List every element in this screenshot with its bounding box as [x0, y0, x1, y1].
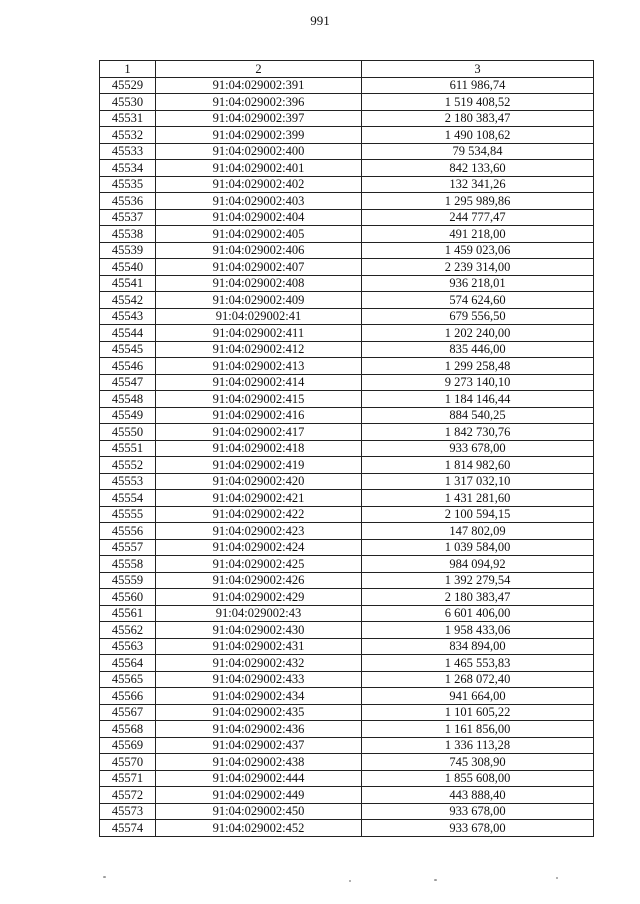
value-cell: 936 218,01: [362, 275, 594, 292]
row-number-cell: 45542: [100, 292, 156, 309]
scan-speck: [349, 880, 351, 882]
table-row: [100, 605, 594, 622]
value-cell: 835 446,00: [362, 341, 594, 358]
row-number-cell: 45569: [100, 737, 156, 754]
table-row: [100, 209, 594, 226]
row-number-cell: 45532: [100, 127, 156, 144]
table-row: [100, 358, 594, 375]
value-cell: 1 431 281,60: [362, 490, 594, 507]
cadastral-number-cell: 91:04:029002:420: [156, 473, 362, 490]
row-number-cell: 45531: [100, 110, 156, 127]
cadastral-number-cell: 91:04:029002:418: [156, 440, 362, 457]
table-row: [100, 770, 594, 787]
value-cell: 147 802,09: [362, 523, 594, 540]
cadastral-number-cell: 91:04:029002:396: [156, 94, 362, 111]
row-number-cell: 45538: [100, 226, 156, 243]
value-cell: 933 678,00: [362, 820, 594, 837]
cadastral-number-cell: 91:04:029002:416: [156, 407, 362, 424]
row-number-cell: 45562: [100, 622, 156, 639]
row-number-cell: 45571: [100, 770, 156, 787]
table-row: [100, 143, 594, 160]
cadastral-number-cell: 91:04:029002:401: [156, 160, 362, 177]
row-number-cell: 45560: [100, 589, 156, 606]
row-number-cell: 45539: [100, 242, 156, 259]
cadastral-number-cell: 91:04:029002:437: [156, 737, 362, 754]
table-row: [100, 160, 594, 177]
column-header-1: 1: [100, 61, 156, 78]
cadastral-number-cell: 91:04:029002:432: [156, 655, 362, 672]
table-row: [100, 473, 594, 490]
value-cell: 1 039 584,00: [362, 539, 594, 556]
value-cell: 132 341,26: [362, 176, 594, 193]
value-cell: 933 678,00: [362, 440, 594, 457]
table-row: [100, 424, 594, 441]
value-cell: 1 336 113,28: [362, 737, 594, 754]
row-number-cell: 45554: [100, 490, 156, 507]
cadastral-number-cell: 91:04:029002:391: [156, 77, 362, 94]
value-cell: 2 180 383,47: [362, 110, 594, 127]
cadastral-number-cell: 91:04:029002:436: [156, 721, 362, 738]
row-number-cell: 45546: [100, 358, 156, 375]
row-number-cell: 45535: [100, 176, 156, 193]
table-row: [100, 374, 594, 391]
value-cell: 941 664,00: [362, 688, 594, 705]
cadastral-number-cell: 91:04:029002:41: [156, 308, 362, 325]
row-number-cell: 45551: [100, 440, 156, 457]
value-cell: 1 392 279,54: [362, 572, 594, 589]
table-row: [100, 490, 594, 507]
cadastral-number-cell: 91:04:029002:421: [156, 490, 362, 507]
row-number-cell: 45541: [100, 275, 156, 292]
row-number-cell: 45558: [100, 556, 156, 573]
table-row: [100, 94, 594, 111]
table-row: [100, 259, 594, 276]
row-number-cell: 45570: [100, 754, 156, 771]
cadastral-number-cell: 91:04:029002:399: [156, 127, 362, 144]
row-number-cell: 45563: [100, 638, 156, 655]
row-number-cell: 45568: [100, 721, 156, 738]
value-cell: 1 958 433,06: [362, 622, 594, 639]
column-header-3: 3: [362, 61, 594, 78]
row-number-cell: 45573: [100, 803, 156, 820]
scan-speck: [103, 876, 106, 878]
value-cell: 6 601 406,00: [362, 605, 594, 622]
row-number-cell: 45559: [100, 572, 156, 589]
row-number-cell: 45561: [100, 605, 156, 622]
cadastral-number-cell: 91:04:029002:450: [156, 803, 362, 820]
value-cell: 1 519 408,52: [362, 94, 594, 111]
value-cell: 2 239 314,00: [362, 259, 594, 276]
cadastral-number-cell: 91:04:029002:435: [156, 704, 362, 721]
table-row: [100, 506, 594, 523]
cadastral-number-cell: 91:04:029002:419: [156, 457, 362, 474]
table-row: [100, 440, 594, 457]
row-number-cell: 45534: [100, 160, 156, 177]
cadastral-number-cell: 91:04:029002:397: [156, 110, 362, 127]
scan-speck: [434, 879, 437, 881]
table-row: [100, 242, 594, 259]
table-row: [100, 391, 594, 408]
value-cell: 1 317 032,10: [362, 473, 594, 490]
value-cell: 1 161 856,00: [362, 721, 594, 738]
table-row: [100, 754, 594, 771]
value-cell: 745 308,90: [362, 754, 594, 771]
row-number-cell: 45564: [100, 655, 156, 672]
value-cell: 443 888,40: [362, 787, 594, 804]
cadastral-number-cell: 91:04:029002:405: [156, 226, 362, 243]
cadastral-number-cell: 91:04:029002:431: [156, 638, 362, 655]
cadastral-number-cell: 91:04:029002:423: [156, 523, 362, 540]
value-cell: 1 814 982,60: [362, 457, 594, 474]
value-cell: 1 459 023,06: [362, 242, 594, 259]
cadastral-number-cell: 91:04:029002:433: [156, 671, 362, 688]
row-number-cell: 45544: [100, 325, 156, 342]
cadastral-number-cell: 91:04:029002:414: [156, 374, 362, 391]
value-cell: 933 678,00: [362, 803, 594, 820]
cadastral-number-cell: 91:04:029002:430: [156, 622, 362, 639]
row-number-cell: 45565: [100, 671, 156, 688]
value-cell: 2 180 383,47: [362, 589, 594, 606]
value-cell: 244 777,47: [362, 209, 594, 226]
row-number-cell: 45552: [100, 457, 156, 474]
row-number-cell: 45547: [100, 374, 156, 391]
table-row: [100, 671, 594, 688]
table-header-row: [100, 61, 594, 78]
table-row: [100, 655, 594, 672]
cadastral-number-cell: 91:04:029002:434: [156, 688, 362, 705]
cadastral-number-cell: 91:04:029002:417: [156, 424, 362, 441]
row-number-cell: 45549: [100, 407, 156, 424]
value-cell: 984 094,92: [362, 556, 594, 573]
cadastral-number-cell: 91:04:029002:425: [156, 556, 362, 573]
cadastral-number-cell: 91:04:029002:43: [156, 605, 362, 622]
row-number-cell: 45567: [100, 704, 156, 721]
row-number-cell: 45550: [100, 424, 156, 441]
row-number-cell: 45553: [100, 473, 156, 490]
row-number-cell: 45540: [100, 259, 156, 276]
cadastral-number-cell: 91:04:029002:404: [156, 209, 362, 226]
cadastral-number-cell: 91:04:029002:403: [156, 193, 362, 210]
value-cell: 611 986,74: [362, 77, 594, 94]
value-cell: 1 490 108,62: [362, 127, 594, 144]
row-number-cell: 45537: [100, 209, 156, 226]
cadastral-number-cell: 91:04:029002:449: [156, 787, 362, 804]
table-row: [100, 820, 594, 837]
cadastral-number-cell: 91:04:029002:429: [156, 589, 362, 606]
value-cell: 1 299 258,48: [362, 358, 594, 375]
value-cell: 1 184 146,44: [362, 391, 594, 408]
cadastral-number-cell: 91:04:029002:409: [156, 292, 362, 309]
table-row: [100, 127, 594, 144]
table-row: [100, 622, 594, 639]
cadastral-number-cell: 91:04:029002:412: [156, 341, 362, 358]
table-row: [100, 523, 594, 540]
value-cell: 574 624,60: [362, 292, 594, 309]
cadastral-number-cell: 91:04:029002:408: [156, 275, 362, 292]
value-cell: 1 202 240,00: [362, 325, 594, 342]
cadastral-number-cell: 91:04:029002:411: [156, 325, 362, 342]
value-cell: 884 540,25: [362, 407, 594, 424]
table-row: [100, 457, 594, 474]
table-row: [100, 721, 594, 738]
scan-speck: [556, 877, 558, 879]
value-cell: 679 556,50: [362, 308, 594, 325]
value-cell: 1 268 072,40: [362, 671, 594, 688]
table-row: [100, 787, 594, 804]
row-number-cell: 45530: [100, 94, 156, 111]
table-row: [100, 638, 594, 655]
table-row: [100, 110, 594, 127]
value-cell: 834 894,00: [362, 638, 594, 655]
table-row: [100, 539, 594, 556]
table-row: [100, 341, 594, 358]
table-row: [100, 737, 594, 754]
cadastral-number-cell: 91:04:029002:452: [156, 820, 362, 837]
table-row: [100, 176, 594, 193]
table-row: [100, 803, 594, 820]
row-number-cell: 45556: [100, 523, 156, 540]
table-body: [100, 77, 594, 836]
value-cell: 1 101 605,22: [362, 704, 594, 721]
table-row: [100, 556, 594, 573]
table-row: [100, 325, 594, 342]
value-cell: 9 273 140,10: [362, 374, 594, 391]
row-number-cell: 45557: [100, 539, 156, 556]
cadastral-number-cell: 91:04:029002:407: [156, 259, 362, 276]
value-cell: 842 133,60: [362, 160, 594, 177]
cadastral-number-cell: 91:04:029002:400: [156, 143, 362, 160]
cadastral-number-cell: 91:04:029002:402: [156, 176, 362, 193]
column-header-2: 2: [156, 61, 362, 78]
table-row: [100, 704, 594, 721]
value-cell: 491 218,00: [362, 226, 594, 243]
cadastral-number-cell: 91:04:029002:424: [156, 539, 362, 556]
cadastral-number-cell: 91:04:029002:413: [156, 358, 362, 375]
row-number-cell: 45529: [100, 77, 156, 94]
value-cell: 2 100 594,15: [362, 506, 594, 523]
value-cell: 79 534,84: [362, 143, 594, 160]
value-cell: 1 842 730,76: [362, 424, 594, 441]
table-row: [100, 77, 594, 94]
row-number-cell: 45533: [100, 143, 156, 160]
table-row: [100, 688, 594, 705]
table-row: [100, 308, 594, 325]
cadastral-number-cell: 91:04:029002:406: [156, 242, 362, 259]
row-number-cell: 45548: [100, 391, 156, 408]
row-number-cell: 45574: [100, 820, 156, 837]
value-cell: 1 855 608,00: [362, 770, 594, 787]
cadastral-number-cell: 91:04:029002:422: [156, 506, 362, 523]
registry-table: [99, 60, 594, 837]
table-row: [100, 292, 594, 309]
table-row: [100, 193, 594, 210]
row-number-cell: 45572: [100, 787, 156, 804]
row-number-cell: 45543: [100, 308, 156, 325]
cadastral-number-cell: 91:04:029002:426: [156, 572, 362, 589]
row-number-cell: 45555: [100, 506, 156, 523]
cadastral-number-cell: 91:04:029002:444: [156, 770, 362, 787]
table-row: [100, 407, 594, 424]
cadastral-number-cell: 91:04:029002:415: [156, 391, 362, 408]
row-number-cell: 45545: [100, 341, 156, 358]
cadastral-number-cell: 91:04:029002:438: [156, 754, 362, 771]
row-number-cell: 45536: [100, 193, 156, 210]
row-number-cell: 45566: [100, 688, 156, 705]
table-row: [100, 589, 594, 606]
value-cell: 1 295 989,86: [362, 193, 594, 210]
value-cell: 1 465 553,83: [362, 655, 594, 672]
table-row: [100, 275, 594, 292]
table-row: [100, 572, 594, 589]
page-number: 991: [310, 13, 330, 28]
table-row: [100, 226, 594, 243]
